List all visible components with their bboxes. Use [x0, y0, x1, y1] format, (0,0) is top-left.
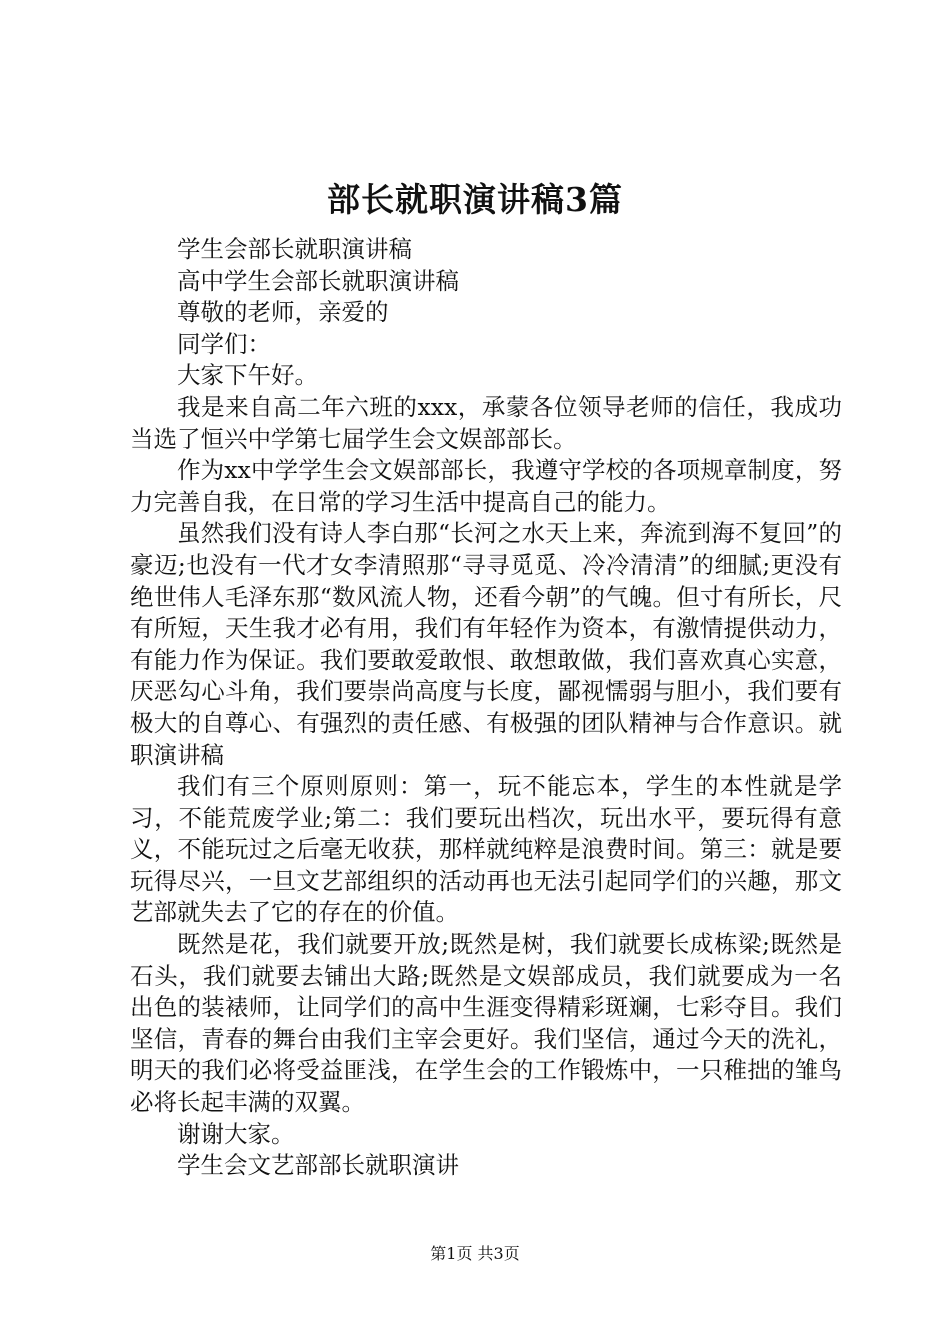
paragraph: 学生会部长就职演讲稿 [177, 235, 412, 263]
paragraph: 作为xx中学学生会文娱部部长，我遵守学校的各项规章制度，努力完善自我，在日常的学习生活中提高自己的能力。 [130, 456, 842, 516]
paragraph: 大家下午好。 [177, 361, 318, 390]
paragraph: 谢谢大家。 [177, 1119, 295, 1148]
paragraph: 既然是花，我们就要开放;既然是树，我们就要长成栋梁;既然是石头，我们就要去铺出大路;既然是文娱部成员，我们就要成为一名出色的装裱师，让同学们的高中生涯变得精彩斑斓，七彩夺目。我们坚信，青春的舞台由我们主宰会更好。我们坚信，通过今天的洗礼，明天的我们必将受益匪浅，在学生会的工作锻炼中，一只稚拙的雏鸟必将长起丰满的双翼。 [130, 930, 842, 1117]
paragraph: 尊敬的老师，亲爱的 [177, 298, 389, 327]
paragraph: 同学们： [177, 329, 271, 358]
paragraph: 我们有三个原则原则：第一，玩不能忘本，学生的本性就是学习，不能荒废学业;第二：我们要玩出档次，玩出水平，要玩得有意义，不能玩过之后毫无收获，那样就纯粹是浪费时间。第三：就是要玩得尽兴，一旦文艺部组织的活动再也无法引起同学们的兴趣，那文艺部就失去了它的存在的价值。 [130, 772, 842, 927]
paragraph: 学生会文艺部部长就职演讲 [177, 1151, 459, 1180]
document-title: 部长就职演讲稿3篇 [327, 180, 623, 219]
paragraph: 虽然我们没有诗人李白那“长河之水天上来，奔流到海不复回”的豪迈;也没有一代才女李清照那“寻寻觅觅、冷冷清清”的细腻;更没有绝世伟人毛泽东那“数风流人物，还看今朝”的气魄。但寸有所长，尺有所短，天生我才必有用，我们有年轻作为资本，有激情提供动力，有能力作为保证。我们要敢爱敢恨、敢想敢做，我们喜欢真心实意，厌恶勾心斗角，我们要崇尚高度与长度，鄙视懦弱与胆小，我们要有极大的自尊心、有强烈的责任感、有极强的团队精神与合作意识。就职演讲稿 [130, 519, 842, 769]
document-body [130, 234, 842, 1182]
page-footer: 第1页 共3页 [430, 1244, 520, 1263]
paragraph: 我是来自高二年六班的xxx，承蒙各位领导老师的信任，我成功当选了恒兴中学第七届学生会文娱部部长。 [130, 392, 842, 453]
paragraph: 高中学生会部长就职演讲稿 [177, 266, 459, 295]
